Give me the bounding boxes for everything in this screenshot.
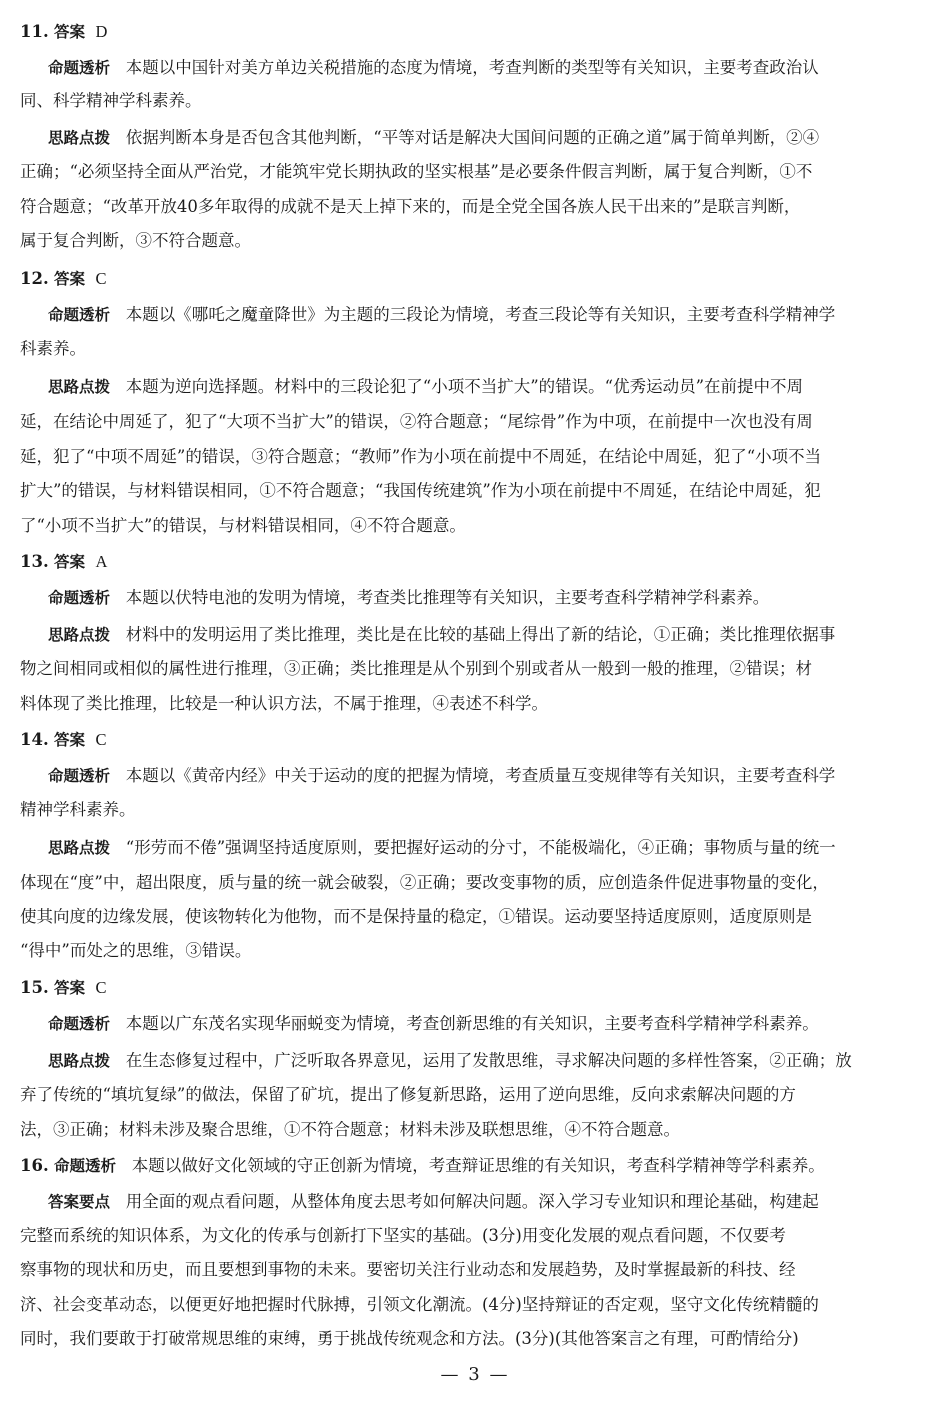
intent-line <box>20 1156 825 1176</box>
hint-text: 物之间相同或相似的属性进行推理，③正确；类比推理是从个别到个别或者从一般到一般的推理，②错误；材 <box>20 659 812 678</box>
intent-line <box>48 766 835 786</box>
hint-text: 本题为逆向选择题。材料中的三段论犯了“小项不当扩大”的错误。“优秀运动员”在前提中不周 <box>125 377 804 396</box>
hint-text: 延，犯了“中项不周延”的错误，③符合题意；“教师”作为小项在前提中不周延，在结论中周延，犯了“小项不当 <box>20 447 822 466</box>
intent-label: 命题透析 <box>48 1015 111 1033</box>
answer-value: D <box>95 22 108 41</box>
key-points-text: 用全面的观点看问题，从整体角度去思考如何解决问题。深入学习专业知识和理论基础，构建起 <box>125 1192 819 1211</box>
hint-text: “形劳而不倦”强调坚持适度原则，要把握好运动的分寸，不能极端化，④正确；事物质与量的统一 <box>125 838 836 857</box>
question-number: 13. <box>20 552 49 571</box>
key-points-text: 完整而系统的知识体系，为文化的传承与创新打下坚实的基础。(3分)用变化发展的观点看问题，不仅要考 <box>20 1226 786 1245</box>
answer-value: C <box>95 978 107 997</box>
answer-line <box>20 552 107 572</box>
answer-line <box>20 730 107 750</box>
answer-line <box>20 269 107 289</box>
answer-label: 答案 <box>53 731 85 749</box>
hint-line <box>48 838 836 858</box>
key-points-line <box>48 1192 819 1212</box>
intent-label: 命题透析 <box>48 59 111 77</box>
intent-text: 本题以伏特电池的发明为情境，考查类比推理等有关知识，主要考查科学精神学科素养。 <box>125 588 770 607</box>
hint-text: 在生态修复过程中，广泛听取各界意见，运用了发散思维，寻求解决问题的多样性答案，②正确；放 <box>125 1051 852 1070</box>
key-points-label: 答案要点 <box>48 1193 111 1211</box>
question-number: 11. <box>20 22 49 41</box>
answer-value: C <box>95 269 107 288</box>
intent-line <box>48 58 819 78</box>
hint-text: 使其向度的边缘发展，使该物转化为他物，而不是保持量的稳定，①错误。运动要坚持适度原则，适度原则是 <box>20 907 812 926</box>
hint-text: 延，在结论中周延了，犯了“大项不当扩大”的错误，②符合题意；“尾综骨”作为中项，在前提中一次也没有周 <box>20 412 813 431</box>
hint-line <box>48 128 819 148</box>
answer-label: 答案 <box>53 23 85 41</box>
intent-text: 同、科学精神学科素养。 <box>20 91 202 110</box>
hint-text: 法，③正确；材料未涉及聚合思维，①不符合题意；材料未涉及联想思维，④不符合题意。 <box>20 1120 680 1139</box>
hint-text: 材料中的发明运用了类比推理，类比是在比较的基础上得出了新的结论，①正确；类比推理依据事 <box>125 625 836 644</box>
answer-label: 答案 <box>53 553 85 571</box>
hint-text: “得中”而处之的思维，③错误。 <box>20 941 252 960</box>
hint-text: 了“小项不当扩大”的错误，与材料错误相同，④不符合题意。 <box>20 516 466 535</box>
page-number: — 3 — <box>440 1364 510 1385</box>
hint-label: 思路点拨 <box>48 626 111 644</box>
hint-text: 料体现了类比推理，比较是一种认识方法，不属于推理，④表述不科学。 <box>20 694 548 713</box>
hint-line <box>48 625 835 645</box>
answer-label: 答案 <box>53 979 85 997</box>
hint-text: 符合题意；“改革开放40多年取得的成就不是天上掉下来的，而是全党全国各族人民干出来的”是联言判断， <box>20 197 801 216</box>
intent-label: 命题透析 <box>48 306 111 324</box>
intent-text: 科素养。 <box>20 339 86 358</box>
hint-line <box>48 377 803 397</box>
hint-text: 弃了传统的“填坑复绿”的做法，保留了矿坑，提出了修复新思路，运用了逆向思维，反向求索解决问题的方 <box>20 1085 796 1104</box>
intent-label: 命题透析 <box>48 589 111 607</box>
intent-text: 本题以《哪吒之魔童降世》为主题的三段论为情境，考查三段论等有关知识，主要考查科学精神学 <box>125 305 836 324</box>
intent-text: 精神学科素养。 <box>20 800 136 819</box>
hint-label: 思路点拨 <box>48 378 111 396</box>
intent-line <box>48 305 835 325</box>
intent-label: 命题透析 <box>48 767 111 785</box>
hint-text: 体现在“度”中，超出限度，质与量的统一就会破裂，②正确；要改变事物的质，应创造条件促进事物量的变化， <box>20 873 829 892</box>
intent-text: 本题以中国针对美方单边关税措施的态度为情境，考查判断的类型等有关知识，主要考查政治认 <box>125 58 819 77</box>
answer-value: C <box>95 730 107 749</box>
hint-text: 属于复合判断，③不符合题意。 <box>20 231 251 250</box>
hint-text: 正确；“必须坚持全面从严治党，才能筑牢党长期执政的坚实根基”是必要条件假言判断，属于复合判断，①不 <box>20 162 813 181</box>
hint-line <box>48 1051 852 1071</box>
hint-label: 思路点拨 <box>48 839 111 857</box>
answer-line <box>20 978 107 998</box>
intent-text: 本题以《黄帝内经》中关于运动的度的把握为情境，考查质量互变规律等有关知识，主要考查科学 <box>125 766 836 785</box>
intent-text: 本题以广东茂名实现华丽蜕变为情境，考查创新思维的有关知识，主要考查科学精神学科素养。 <box>125 1014 819 1033</box>
hint-text: 扩大”的错误，与材料错误相同，①不符合题意；“我国传统建筑”作为小项在前提中不周延，在结论中周延，犯 <box>20 481 821 500</box>
intent-line <box>48 588 769 608</box>
hint-text: 依据判断本身是否包含其他判断，“平等对话是解决大国间问题的正确之道”属于简单判断，②④ <box>125 128 820 147</box>
answer-value: A <box>95 552 108 571</box>
intent-text: 本题以做好文化领域的守正创新为情境，考查辩证思维的有关知识，考查科学精神等学科素养。 <box>131 1156 825 1175</box>
answer-label: 答案 <box>53 270 85 288</box>
question-number: 15. <box>20 978 49 997</box>
intent-line <box>48 1014 819 1034</box>
question-number: 12. <box>20 269 49 288</box>
key-points-text: 同时，我们要敢于打破常规思维的束缚，勇于挑战传统观念和方法。(3分)(其他答案言之有理，可酌情给分) <box>20 1329 799 1348</box>
question-number: 14. <box>20 730 49 749</box>
key-points-text: 察事物的现状和历史，而且要想到事物的未来。要密切关注行业动态和发展趋势，及时掌握最新的科技、经 <box>20 1260 796 1279</box>
key-points-text: 济、社会变革动态，以便更好地把握时代脉搏，引领文化潮流。(4分)坚持辩证的否定观，坚守文化传统精髓的 <box>20 1295 819 1314</box>
intent-label: 命题透析 <box>53 1157 116 1175</box>
answer-line <box>20 22 107 42</box>
question-number: 16. <box>20 1156 49 1175</box>
hint-label: 思路点拨 <box>48 1052 111 1070</box>
hint-label: 思路点拨 <box>48 129 111 147</box>
